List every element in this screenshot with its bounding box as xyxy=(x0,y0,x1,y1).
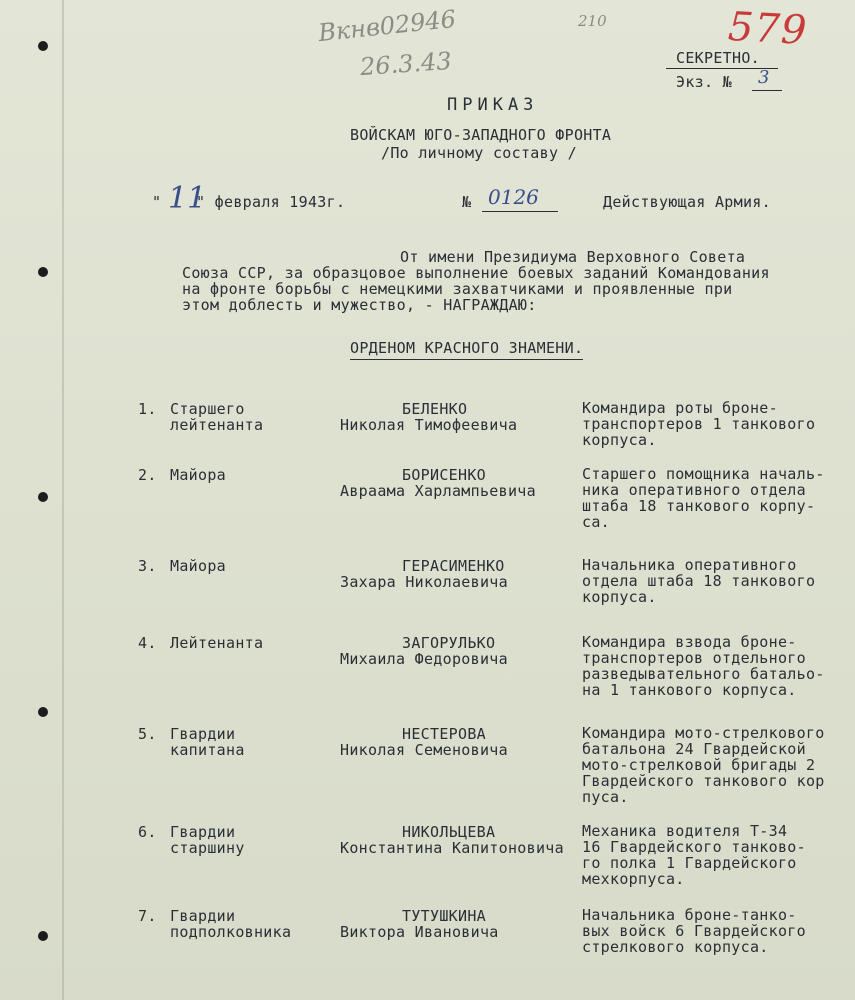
entry-position-line: стрелкового корпуса. xyxy=(582,938,769,956)
entry-rank: капитана xyxy=(170,741,245,759)
order-number-underline xyxy=(482,211,558,212)
entry-number: 6. xyxy=(138,823,157,841)
copy-label: Экз. № xyxy=(676,73,732,91)
date-open-quote: " xyxy=(152,193,162,211)
entry-number: 3. xyxy=(138,557,157,575)
entry-given-name: Константина Капитоновича xyxy=(340,839,564,857)
order-day: 11 xyxy=(168,181,207,216)
entry-rank: Гвардии xyxy=(170,725,236,743)
copy-underline xyxy=(752,90,782,91)
entry-position-line: ника оперативного отдела xyxy=(582,481,806,499)
order-subtitle-2: /По личному составу / xyxy=(381,144,577,162)
entry-position-line: Гвардейского танкового кор xyxy=(582,772,825,790)
entry-position-line: Начальника оперативного xyxy=(582,556,797,574)
preamble-line-3: на фронте борьбы с немецкими захватчиками и проявленные при xyxy=(182,280,733,298)
entry-position-line: мехкорпуса. xyxy=(582,870,685,888)
entry-given-name: Михаила Федоровича xyxy=(340,650,508,668)
order-subtitle: ВОЙСКАМ ЮГО-ЗАПАДНОГО ФРОНТА xyxy=(350,126,612,144)
archive-date-annotation: 26.3.43 xyxy=(359,46,453,82)
entry-position-line: на 1 танкового корпуса. xyxy=(582,681,797,699)
order-title: ПРИКАЗ xyxy=(447,95,539,115)
preamble-line-1: От имени Президиума Верховного Совета xyxy=(400,248,746,266)
entry-position-line: 16 Гвардейского танково- xyxy=(582,838,806,856)
entry-number: 5. xyxy=(138,725,157,743)
entry-position-line: разведывательного батальо- xyxy=(582,665,825,683)
entry-position-line: транспортеров отдельного xyxy=(582,649,806,667)
entry-surname: ТУТУШКИНА xyxy=(402,907,486,925)
entry-number: 2. xyxy=(138,466,157,484)
secret-stamp: СЕКРЕТНО. xyxy=(676,49,760,67)
preamble-line-2: Союза ССР, за образцовое выполнение боевых заданий Командования xyxy=(182,264,770,282)
entry-number: 4. xyxy=(138,634,157,652)
entry-position-line: Командира взвода броне- xyxy=(582,633,797,651)
order-date: " февраля 1943г. xyxy=(196,193,346,211)
entry-position-line: Командира роты броне- xyxy=(582,399,778,417)
punch-hole xyxy=(38,931,48,941)
punch-hole xyxy=(38,41,48,51)
entry-position-line: Командира мото-стрелкового xyxy=(582,724,825,742)
red-page-number: 579 xyxy=(726,3,809,55)
entry-given-name: Авраама Харлампьевича xyxy=(340,482,536,500)
entry-rank: Гвардии xyxy=(170,907,236,925)
entry-position-line: отдела штаба 18 танкового xyxy=(582,572,816,590)
award-heading: ОРДЕНОМ КРАСНОГО ЗНАМЕНИ. xyxy=(350,339,583,360)
entry-rank: Лейтенанта xyxy=(170,634,264,652)
location: Действующая Армия. xyxy=(603,193,771,211)
entry-position-line: са. xyxy=(582,513,610,531)
entry-rank: старшину xyxy=(170,839,245,857)
entry-rank: лейтенанта xyxy=(170,416,264,434)
entry-surname: НИКОЛЬЦЕВА xyxy=(402,823,496,841)
entry-surname: БЕЛЕНКО xyxy=(402,400,468,418)
fold-line xyxy=(62,0,64,1000)
entry-surname: БОРИСЕНКО xyxy=(402,466,486,484)
entry-position-line: корпуса. xyxy=(582,431,657,449)
entry-position-line: Механика водителя Т-34 xyxy=(582,822,788,840)
order-number: 0126 xyxy=(488,185,539,209)
copy-number: 3 xyxy=(758,67,770,88)
entry-position-line: мото-стрелковой бригады 2 xyxy=(582,756,816,774)
entry-position-line: корпуса. xyxy=(582,588,657,606)
entry-rank: Майора xyxy=(170,466,226,484)
entry-position-line: го полка 1 Гвардейского xyxy=(582,854,797,872)
entry-rank: Старшего xyxy=(170,400,245,418)
entry-position-line: пуса. xyxy=(582,788,629,806)
punch-hole xyxy=(38,707,48,717)
entry-given-name: Виктора Ивановича xyxy=(340,923,499,941)
punch-hole xyxy=(38,267,48,277)
preamble-line-4: этом доблесть и мужество, - НАГРАЖДАЮ: xyxy=(182,296,537,314)
small-number-annotation: 210 xyxy=(578,12,607,30)
entry-given-name: Захара Николаевича xyxy=(340,573,508,591)
entry-surname: ГЕРАСИМЕНКО xyxy=(402,557,505,575)
punch-hole xyxy=(38,492,48,502)
entry-position-line: транспортеров 1 танкового xyxy=(582,415,816,433)
entry-position-line: Старшего помощника началь- xyxy=(582,465,825,483)
entry-surname: НЕСТЕРОВА xyxy=(402,725,486,743)
order-number-label: № xyxy=(462,193,472,211)
archive-code-annotation: Вкнв02946 xyxy=(316,4,458,48)
entry-given-name: Николая Тимофеевича xyxy=(340,416,518,434)
entry-position-line: вых войск 6 Гвардейского xyxy=(582,922,806,940)
entry-given-name: Николая Семеновича xyxy=(340,741,508,759)
entry-number: 1. xyxy=(138,400,157,418)
entry-position-line: батальона 24 Гвардейской xyxy=(582,740,806,758)
entry-rank: подполковника xyxy=(170,923,292,941)
entry-rank: Гвардии xyxy=(170,823,236,841)
entry-rank: Майора xyxy=(170,557,226,575)
entry-surname: ЗАГОРУЛЬКО xyxy=(402,634,496,652)
entry-number: 7. xyxy=(138,907,157,925)
entry-position-line: Начальника броне-танко- xyxy=(582,906,797,924)
entry-position-line: штаба 18 танкового корпу- xyxy=(582,497,816,515)
